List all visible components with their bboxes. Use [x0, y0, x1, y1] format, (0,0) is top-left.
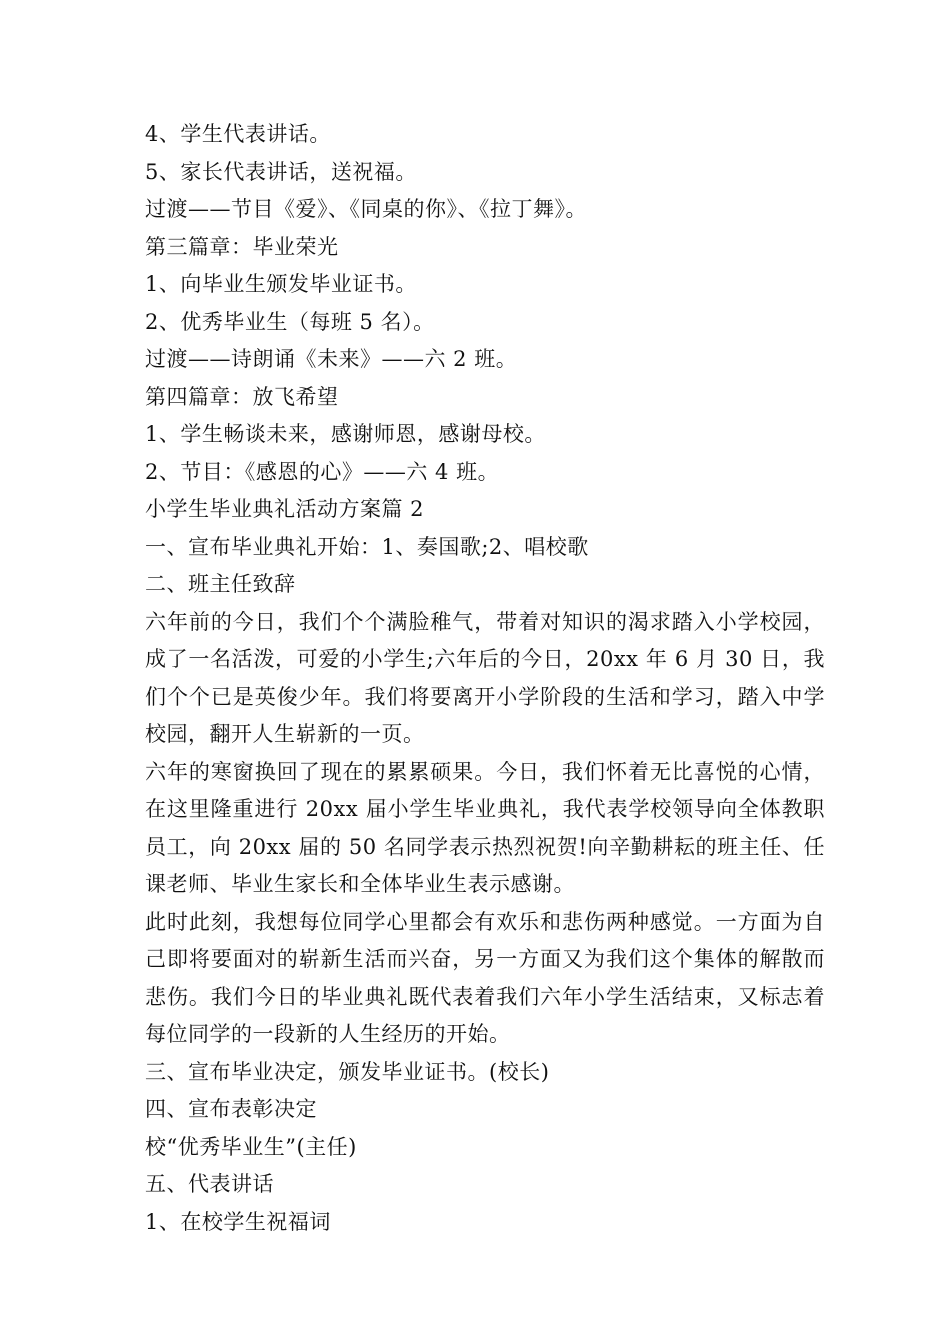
text-line: 过渡——节目《爱》、《同桌的你》、《拉丁舞》。	[145, 197, 587, 221]
text-line: 2、优秀毕业生（每班 5 名）。	[145, 309, 435, 334]
section-heading: 第四篇章：放飞希望	[145, 384, 339, 409]
text-line: 四、宣布表彰决定	[145, 1097, 317, 1121]
text-line: 校“优秀毕业生”(主任)	[145, 1134, 357, 1159]
speech-paragraph: 六年的寒窗换回了现在的累累硕果。今日，我们怀着无比喜悦的心情，在这里隆重进行 20xx 届小学生毕业典礼，我代表学校领导向全体教职员工，向 20xx 届的 50 名同学表示热烈祝贺!向辛勤耕耘的班主任、任课老师、毕业生家长和全体毕业生表示感谢。	[145, 759, 825, 896]
text-line: 过渡——诗朗诵《未来》——六 2 班。	[145, 347, 518, 371]
text-line: 4、学生代表讲话。	[145, 122, 331, 146]
text-line: 5、家长代表讲话，送祝福。	[145, 159, 417, 184]
text-line: 1、向毕业生颁发毕业证书。	[145, 272, 417, 296]
text-line: 1、在校学生祝福词	[145, 1209, 331, 1234]
speech-paragraph: 六年前的今日，我们个个满脸稚气，带着对知识的渴求踏入小学校园，成了一名活泼，可爱的小学生;六年后的今日，20xx 年 6 月 30 日，我们个个已是英俊少年。我们将要离开小学阶段的生活和学习，踏入中学校园，翻开人生崭新的一页。	[145, 609, 825, 746]
text-line: 三、宣布毕业决定，颁发毕业证书。(校长)	[145, 1059, 550, 1084]
speech-paragraph: 此时此刻，我想每位同学心里都会有欢乐和悲伤两种感觉。一方面为自己即将要面对的崭新生活而兴奋，另一方面又为我们这个集体的解散而悲伤。我们今日的毕业典礼既代表着我们六年小学生活结束，又标志着每位同学的一段新的人生经历的开始。	[145, 909, 825, 1046]
document-body	[145, 116, 825, 1241]
document-title: 小学生毕业典礼活动方案篇 2	[145, 497, 425, 521]
text-line: 1、学生畅谈未来，感谢师恩，感谢母校。	[145, 422, 546, 446]
text-line: 一、宣布毕业典礼开始：1、奏国歌;2、唱校歌	[145, 534, 589, 559]
text-line: 二、班主任致辞	[145, 572, 296, 596]
text-line: 2、节目：《感恩的心》——六 4 班。	[145, 459, 500, 484]
section-heading: 第三篇章：毕业荣光	[145, 234, 339, 259]
text-line: 五、代表讲话	[145, 1172, 274, 1196]
